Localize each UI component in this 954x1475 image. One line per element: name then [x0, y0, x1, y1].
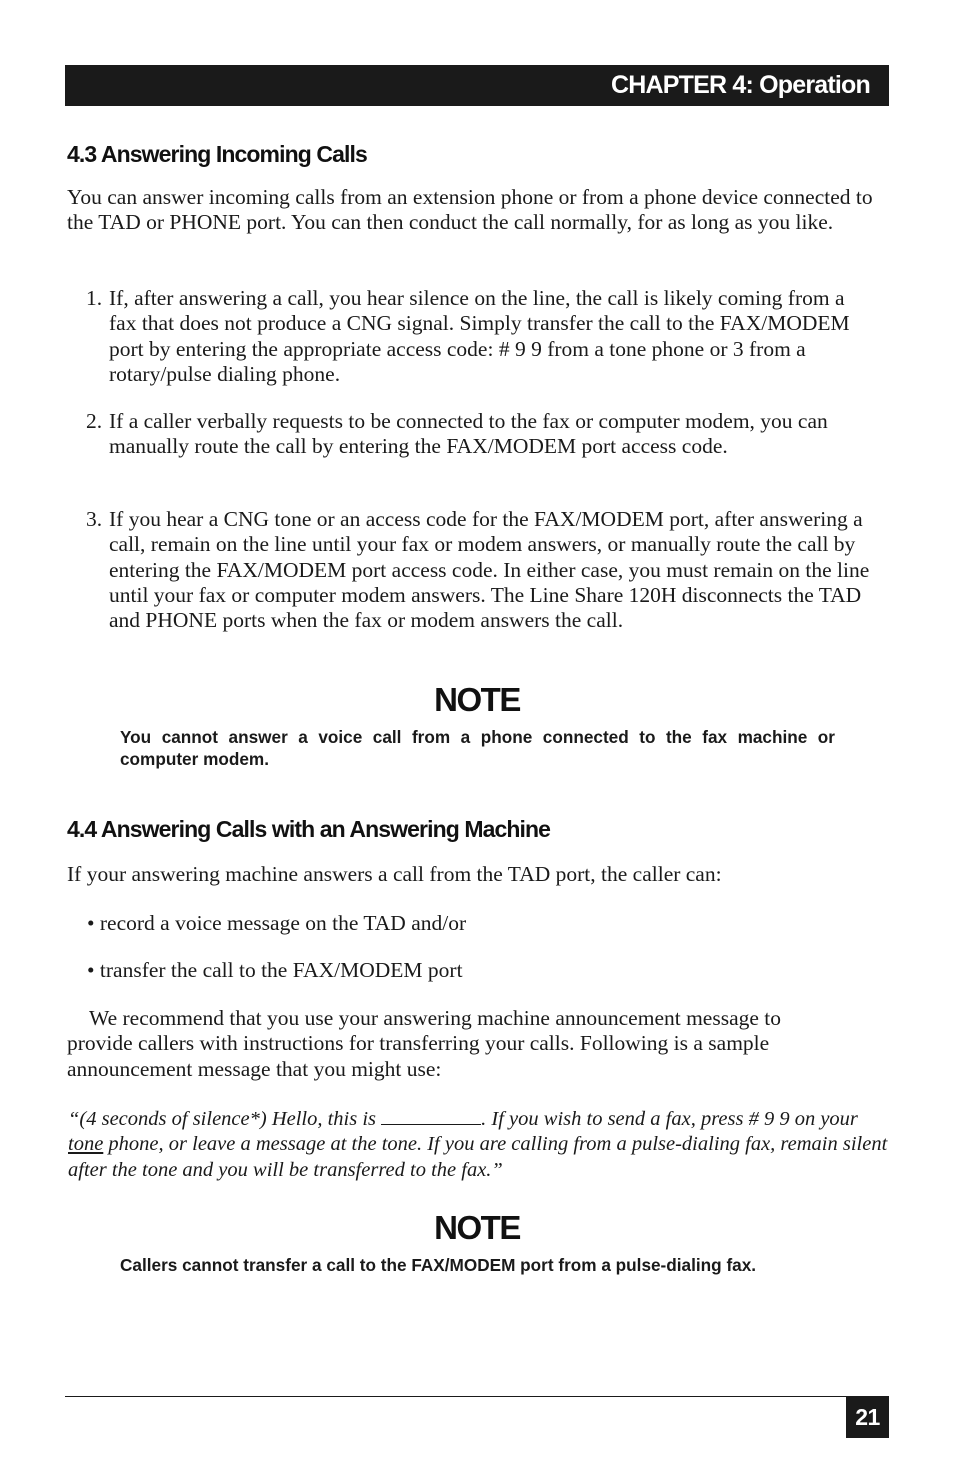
- note-text: You cannot answer a voice call from a phone connected to the fax machine or computer modem.: [120, 727, 835, 769]
- footer-rule: [65, 1396, 889, 1397]
- list-item: [86, 409, 876, 460]
- quote-part-1: “(4 seconds of silence*) Hello, this is: [68, 1108, 377, 1130]
- note-title: NOTE: [434, 681, 520, 718]
- list-item-number: 1.: [86, 286, 103, 310]
- page-number: 21: [846, 1397, 889, 1438]
- name-blank-line: [381, 1110, 481, 1125]
- list-item: [86, 507, 876, 633]
- note-title: NOTE: [434, 1209, 520, 1246]
- section-4-4-heading: 4.4 Answering Calls with an Answering Machine: [67, 816, 551, 842]
- list-item-text: If you hear a CNG tone or an access code for the FAX/MODEM port, after answering a call, remain on the line until your fax or modem answers, or manually route the call by entering the FAX/MODEM port access code. In either case, you must remain on the line until your fax or computer modem answers. The Line Share 120H disconnects the TAD and PHONE ports when the fax or modem answers the call.: [109, 507, 870, 633]
- section-4-3-intro: You can answer incoming calls from an extension phone or from a phone device connected to the TAD or PHONE port. You can then conduct the call normally, for as long as you like.: [67, 185, 873, 235]
- sample-announcement-quote: [68, 1107, 890, 1183]
- quote-tone-word: tone: [68, 1133, 104, 1156]
- bullet-item: • record a voice message on the TAD and/or: [87, 911, 467, 935]
- list-item-text: If, after answering a call, you hear silence on the line, the call is likely coming from a fax that does not produce a CNG signal. Simply transfer the call to the FAX/MODEM port by entering the appropriate access code: # 9 9 from a tone phone or 3 from a rotary/pulse dialing phone.: [109, 286, 850, 386]
- section-4-3-heading: 4.3 Answering Incoming Calls: [67, 141, 367, 167]
- quote-part-3: phone, or leave a message at the tone. If you are calling from a pulse-dialing fax, remain silent after the tone and you will be transferred to the fax.”: [68, 1133, 888, 1181]
- list-item: [86, 286, 876, 387]
- chapter-title: CHAPTER 4: Operation: [610, 71, 870, 99]
- list-item-number: 2.: [86, 409, 103, 433]
- recommend-paragraph: We recommend that you use your answering machine announcement message to provide callers with instructions for transferring your calls. Following is a sample announcement message that you might use:: [67, 1006, 782, 1081]
- list-item-text: If a caller verbally requests to be connected to the fax or computer modem, you can manually route the call by entering the FAX/MODEM port access code.: [109, 409, 828, 459]
- section-4-4-intro: If your answering machine answers a call from the TAD port, the caller can:: [67, 862, 722, 886]
- note-text: Callers cannot transfer a call to the FAX/MODEM port from a pulse-dialing fax.: [120, 1255, 757, 1275]
- bullet-item: • transfer the call to the FAX/MODEM port: [87, 958, 463, 982]
- list-item-number: 3.: [86, 507, 103, 531]
- chapter-header-bar: [65, 65, 889, 106]
- quote-part-2: . If you wish to send a fax, press # 9 9 on your: [481, 1108, 858, 1130]
